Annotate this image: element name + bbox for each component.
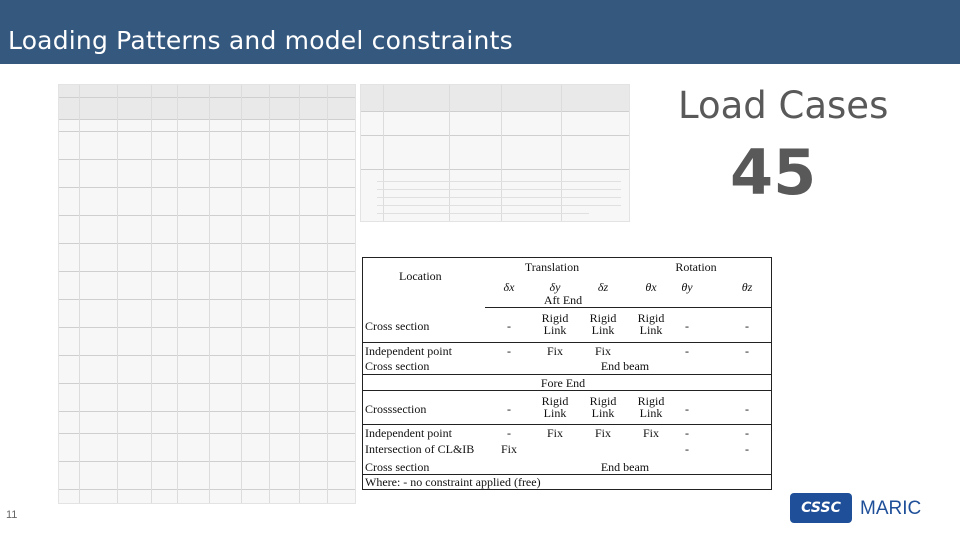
cell-dz: Rigid Link [589, 311, 617, 337]
fore-end-label: Fore End [540, 376, 586, 390]
cell-tx: Rigid Link [637, 394, 665, 420]
cell-tx: Fix [642, 426, 659, 440]
cell-dx: - [507, 344, 511, 358]
cell-ty: - [685, 402, 689, 416]
cell-tz: - [745, 319, 749, 333]
row-location: Cross section [365, 460, 430, 474]
row-location: Independent point [365, 426, 452, 440]
title-bar [0, 0, 960, 64]
cell-ty: - [685, 426, 689, 440]
cell-dz: Fix [594, 344, 611, 358]
page-number: 11 [6, 509, 18, 521]
row-location: Cross section [365, 359, 430, 373]
location-header: Location [399, 269, 442, 283]
rotation-header: Rotation [675, 260, 717, 274]
cell-ty: - [685, 344, 689, 358]
cell-dx: - [507, 319, 511, 333]
table-footnote: Where: - no constraint applied (free) [365, 475, 541, 489]
cell-dx: - [507, 402, 511, 416]
dof-dz: δz [597, 280, 609, 294]
loading-pattern-notes-image [360, 84, 630, 222]
cssc-logo: CSSC [790, 493, 852, 523]
load-cases-label: Load Cases [678, 84, 889, 127]
cell-tz: - [745, 344, 749, 358]
end-beam-label: End beam [600, 460, 650, 474]
cell-dx: - [507, 426, 511, 440]
maric-brand: MARIC [860, 498, 922, 519]
loading-pattern-table-image [58, 84, 356, 504]
row-location: Cross section [365, 319, 430, 333]
row-location: Independent point [365, 344, 452, 358]
aft-end-label: Aft End [543, 293, 583, 307]
cell-dy: Rigid Link [541, 394, 569, 420]
end-beam-label: End beam [600, 359, 650, 373]
cell-dz: Fix [594, 426, 611, 440]
cell-dy: Fix [546, 426, 563, 440]
load-cases-count: 45 [730, 136, 817, 209]
cell-tz: - [745, 402, 749, 416]
cell-dz: Rigid Link [589, 394, 617, 420]
cell-dy: Fix [546, 344, 563, 358]
constraints-table [362, 257, 772, 490]
cell-dx: Fix [500, 442, 517, 456]
cell-ty: - [685, 319, 689, 333]
cell-dy: Rigid Link [541, 311, 569, 337]
cell-ty: - [685, 442, 689, 456]
dof-tx: θx [645, 280, 657, 294]
cell-tz: - [745, 442, 749, 456]
row-location: Crosssection [365, 402, 427, 416]
cell-tx: Rigid Link [637, 311, 665, 337]
row-location: Intersection of CL&IB [365, 442, 475, 456]
dof-dx: δx [503, 280, 515, 294]
dof-tz: θz [741, 280, 753, 294]
translation-header: Translation [524, 260, 580, 274]
slide-title: Loading Patterns and model constraints [8, 26, 513, 55]
cell-tz: - [745, 426, 749, 440]
dof-ty: θy [681, 280, 693, 294]
dof-dy: δy [549, 280, 561, 294]
